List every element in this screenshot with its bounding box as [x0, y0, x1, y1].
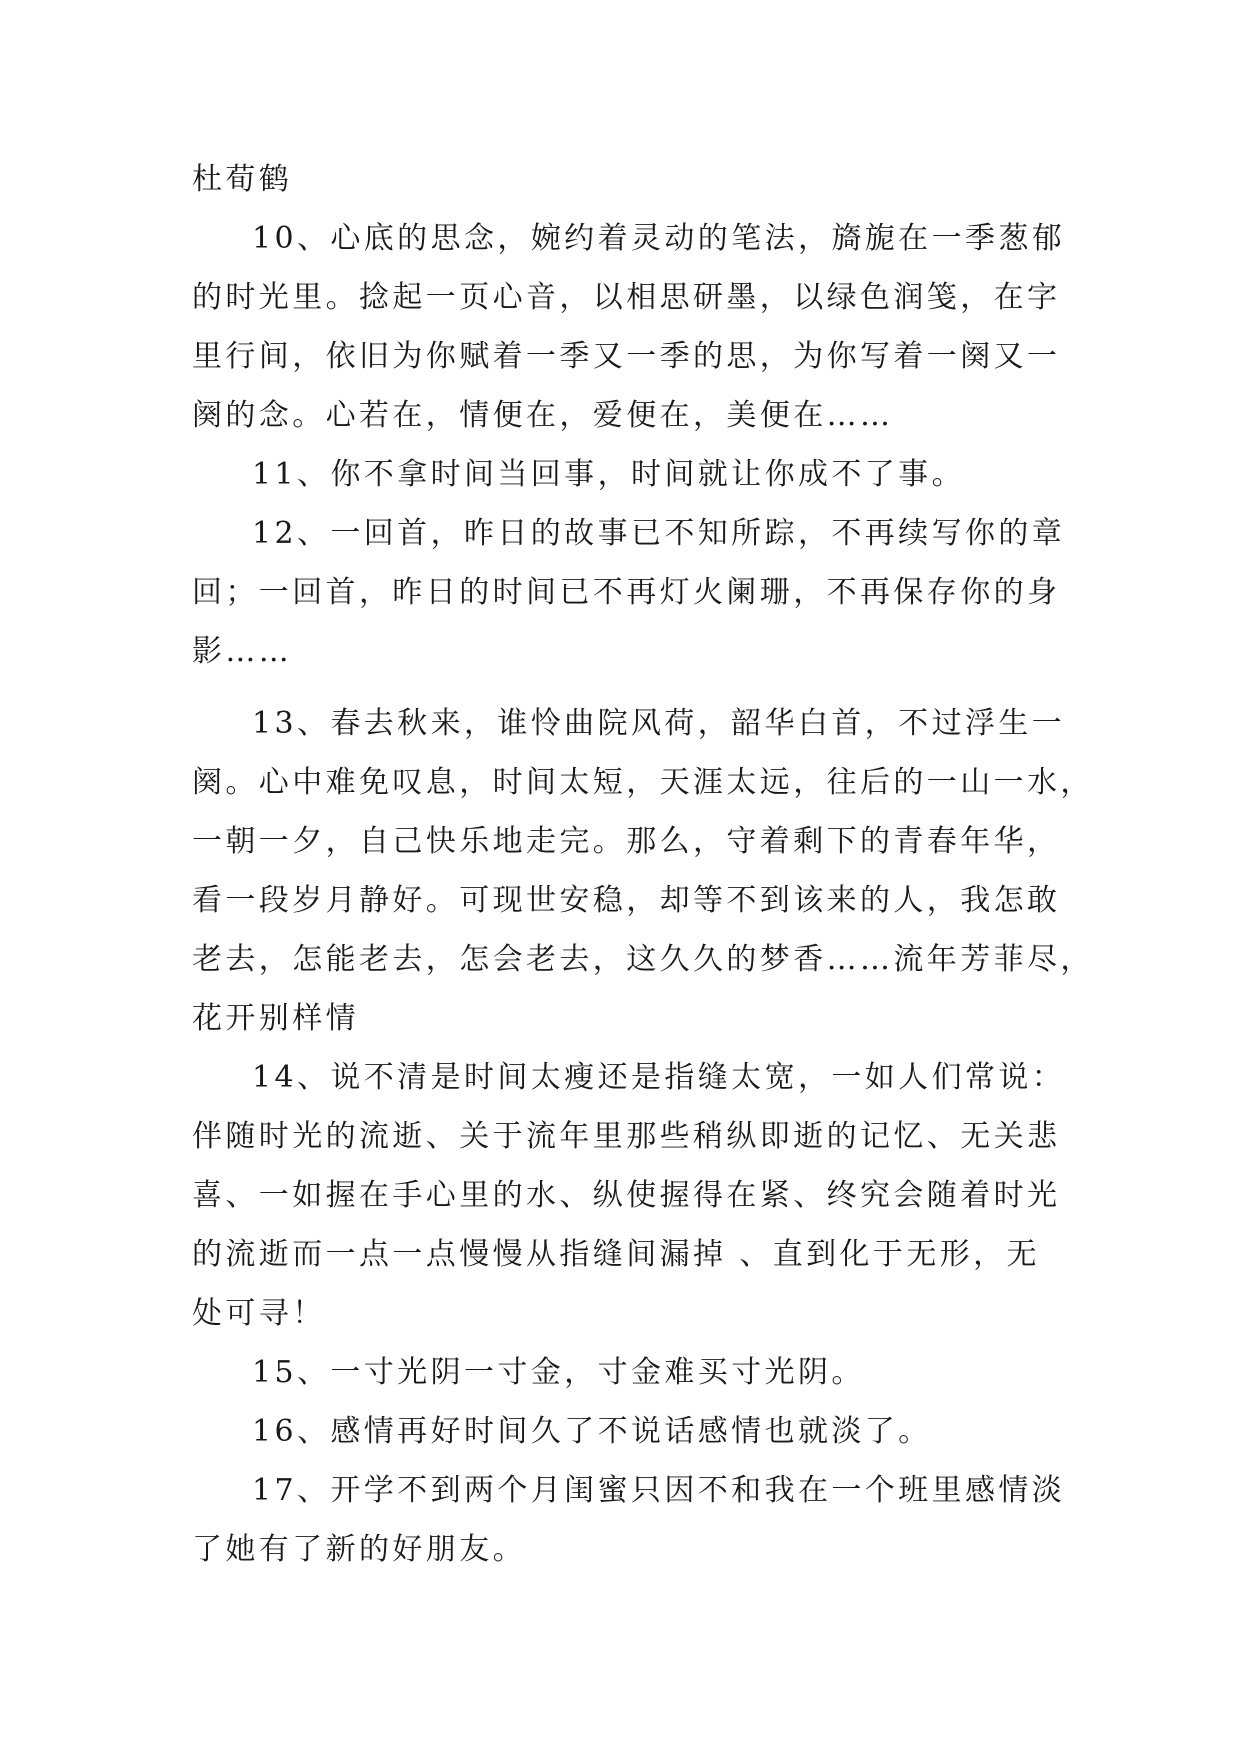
- item-10-line-2: 的时光里。捻起一页心音，以相思研墨，以绿色润笺，在字: [192, 280, 1061, 315]
- item-14-line-5: 处可寻！: [192, 1296, 326, 1331]
- paragraph-gap: [192, 681, 1052, 694]
- item-12-line-2: 回；一回首，昨日的时间已不再灯火阑珊，不再保存你的身: [192, 575, 1061, 610]
- item-14-line-2: 伴随时光的流逝、关于流年里那些稍纵即逝的记忆、无关悲: [192, 1119, 1061, 1154]
- author-line: 杜荀鹤: [192, 162, 293, 197]
- item-12-line-3: 影……: [192, 634, 293, 669]
- item-17-line-1: 17、开学不到两个月闺蜜只因不和我在一个班里感情淡: [252, 1473, 1066, 1508]
- item-13-line-4: 看一段岁月静好。可现世安稳，却等不到该来的人，我怎敢: [192, 883, 1061, 918]
- item-13-line-5: 老去，怎能老去，怎会老去，这久久的梦香……流年芳菲尽，: [192, 942, 1094, 977]
- item-14-line-3: 喜、一如握在手心里的水、纵使握得在紧、终究会随着时光: [192, 1178, 1061, 1213]
- item-14-line-1: 14、说不清是时间太瘦还是指缝太宽，一如人们常说：: [252, 1060, 1066, 1095]
- item-14-line-4: 的流逝而一点一点慢慢从指缝间漏掉 、直到化于无形，无: [192, 1237, 1040, 1272]
- item-10-line-1: 10、心底的思念，婉约着灵动的笔法，旖旎在一季葱郁: [252, 221, 1066, 256]
- item-17-line-2: 了她有了新的好朋友。: [192, 1532, 526, 1567]
- item-13-line-3: 一朝一夕，自己快乐地走完。那么，守着剩下的青春年华，: [192, 824, 1061, 859]
- item-12-line-1: 12、一回首，昨日的故事已不知所踪，不再续写你的章: [252, 516, 1066, 551]
- item-15-line-1: 15、一寸光阴一寸金，寸金难买寸光阴。: [252, 1355, 865, 1390]
- item-10-line-3: 里行间，依旧为你赋着一季又一季的思，为你写着一阕又一: [192, 339, 1061, 374]
- item-16-line-1: 16、感情再好时间久了不说话感情也就淡了。: [252, 1414, 932, 1449]
- item-13-line-6: 花开别样情: [192, 1001, 359, 1036]
- item-13-line-1: 13、春去秋来，谁怜曲院风荷，韶华白首，不过浮生一: [252, 706, 1066, 741]
- document-page: [192, 150, 1094, 1579]
- item-10-line-4: 阕的念。心若在，情便在，爱便在，美便在……: [192, 398, 894, 433]
- item-11-line-1: 11、你不拿时间当回事，时间就让你成不了事。: [252, 457, 965, 492]
- item-13-line-2: 阕。心中难免叹息，时间太短，天涯太远，往后的一山一水，: [192, 765, 1094, 800]
